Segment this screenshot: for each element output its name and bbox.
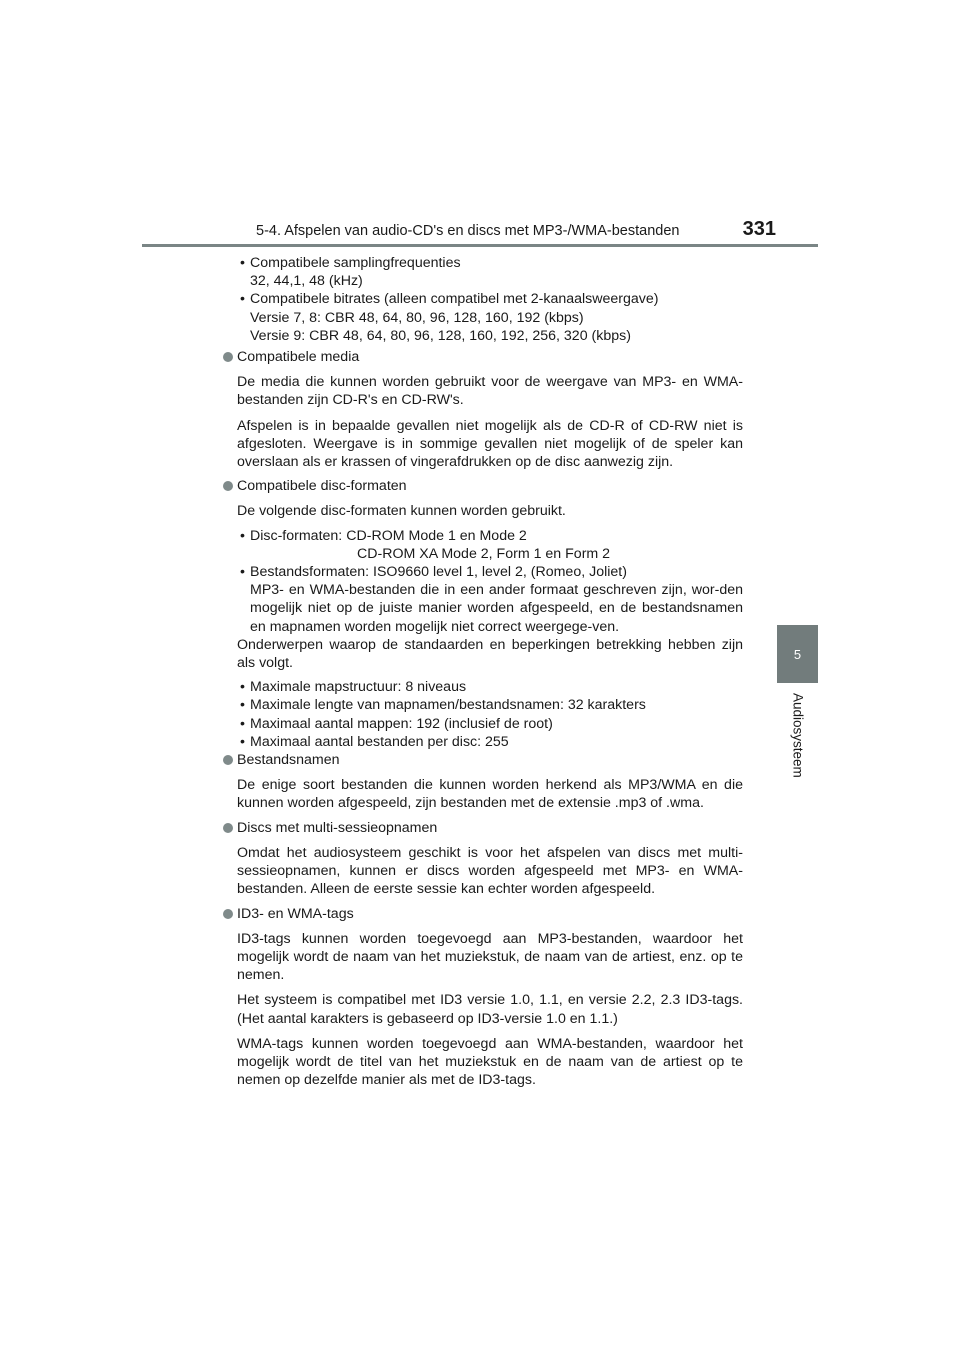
section-heading bbox=[220, 477, 743, 495]
chapter-number: 5 bbox=[793, 646, 802, 662]
list-item-text: Compatibele bitrates (alleen compatibel met 2-kanaalsweergave) bbox=[250, 291, 659, 308]
section-heading bbox=[220, 348, 743, 366]
list-item bbox=[220, 254, 743, 272]
heading-text: ID3- en WMA-tags bbox=[237, 905, 354, 922]
paragraph: Omdat het audiosysteem geschikt is voor het afspelen van discs met multi-sessieopnamen, kunnen er discs worden afgespeeld met MP3- en WMA-bestanden. Alleen de eerste sessie kan echter worden afgespeeld. bbox=[237, 844, 743, 898]
section-title: 5-4. Afspelen van audio-CD's en discs met MP3-/WMA-bestanden bbox=[256, 223, 680, 239]
chapter-tab bbox=[777, 625, 818, 683]
list-item-text: Bestandsformaten: ISO9660 level 1, level 2, (Romeo, Joliet) bbox=[250, 564, 627, 581]
paragraph: ID3-tags kunnen worden toegevoegd aan MP3-bestanden, waardoor het mogelijk wordt de naam van het muziekstuk, de naam van de artiest, enz. op te nemen. bbox=[237, 930, 743, 984]
heading-text: Compatibele media bbox=[237, 349, 360, 366]
list-item: • Maximaal aantal bestanden per disc: 255 bbox=[220, 733, 743, 751]
chapter-label: Audiosysteem bbox=[790, 693, 806, 778]
list-item-text: Compatibele samplingfrequenties bbox=[250, 255, 461, 271]
heading-text: Discs met multi-sessieopnamen bbox=[237, 819, 438, 836]
list-item bbox=[220, 290, 743, 308]
list-item-continuation: MP3- en WMA-bestanden die in een ander formaat geschreven zijn, wor-den mogelijk niet op de juiste manier worden afgespeeld, en de bestandsnamen en mapnamen worden mogelijk niet correct weergege-ven. bbox=[250, 582, 743, 635]
list-item-continuation: CD-ROM XA Mode 2, Form 1 en Form 2 bbox=[357, 545, 611, 562]
paragraph: De media die kunnen worden gebruikt voor de weergave van MP3- en WMA-bestanden zijn CD-R's en CD-RW's. bbox=[237, 374, 743, 409]
heading-text: Compatibele disc-formaten bbox=[237, 478, 407, 495]
bullet-dot-icon bbox=[223, 823, 233, 833]
paragraph: WMA-tags kunnen worden toegevoegd aan WMA-bestanden, waardoor het mogelijk wordt de titel van het muziekstuk en de naam van de artiest op te nemen op dezelfde manier als met de ID3-tags. bbox=[237, 1035, 743, 1089]
list-item: • Maximale lengte van mapnamen/bestandsnamen: 32 karakters bbox=[220, 696, 743, 714]
page-header bbox=[256, 218, 776, 245]
list-item: • Maximaal aantal mappen: 192 (inclusief de root) bbox=[220, 715, 743, 733]
list-item bbox=[220, 563, 743, 581]
list-item-continuation: Versie 7, 8: CBR 48, 64, 80, 96, 128, 160, 192 (kbps) bbox=[250, 309, 584, 326]
list-item-continuation: 32, 44,1, 48 (kHz) bbox=[250, 273, 363, 290]
page-number: 331 bbox=[742, 218, 776, 240]
list-item bbox=[220, 527, 743, 545]
section-heading bbox=[220, 905, 743, 923]
list-item-continuation: Versie 9: CBR 48, 64, 80, 96, 128, 160, 192, 256, 320 (kbps) bbox=[250, 327, 631, 344]
list-item-value: CD-ROM Mode 1 en Mode 2 bbox=[346, 527, 527, 544]
section-heading bbox=[220, 751, 743, 769]
header-divider bbox=[142, 244, 818, 247]
paragraph: De volgende disc-formaten kunnen worden gebruikt. bbox=[237, 503, 566, 520]
heading-text: Bestandsnamen bbox=[237, 752, 340, 769]
paragraph: Onderwerpen waarop de standaarden en beperkingen betrekking hebben zijn als volgt. bbox=[237, 636, 743, 672]
section-heading bbox=[220, 819, 743, 837]
bullet-dot-icon bbox=[223, 481, 233, 491]
bullet-dot-icon bbox=[223, 909, 233, 919]
paragraph: Het systeem is compatibel met ID3 versie 1.0, 1.1, en versie 2.2, 2.3 ID3-tags. (Het aantal karakters is gebaseerd op ID3-versie 1.0 en 1.1.) bbox=[237, 992, 743, 1027]
list-item-key: • Disc-formaten: bbox=[250, 527, 343, 544]
bullet-dot-icon bbox=[223, 352, 233, 362]
list-item: • Maximale mapstructuur: 8 niveaus bbox=[220, 678, 743, 696]
paragraph: Afspelen is in bepaalde gevallen niet mogelijk als de CD-R of CD-RW niet is afgesloten. Weergave is in sommige gevallen niet mogelijk of de speler kan overslaan als er krassen of vingerafdrukken op de disc aanwezig zijn. bbox=[237, 417, 743, 471]
paragraph: De enige soort bestanden die kunnen worden herkend als MP3/WMA en die kunnen worden afgespeeld, zijn bestanden met de extensie .mp3 of .wma. bbox=[237, 777, 743, 812]
bullet-dot-icon bbox=[223, 755, 233, 765]
chapter-label-container bbox=[788, 693, 808, 803]
page-content bbox=[220, 254, 743, 1089]
